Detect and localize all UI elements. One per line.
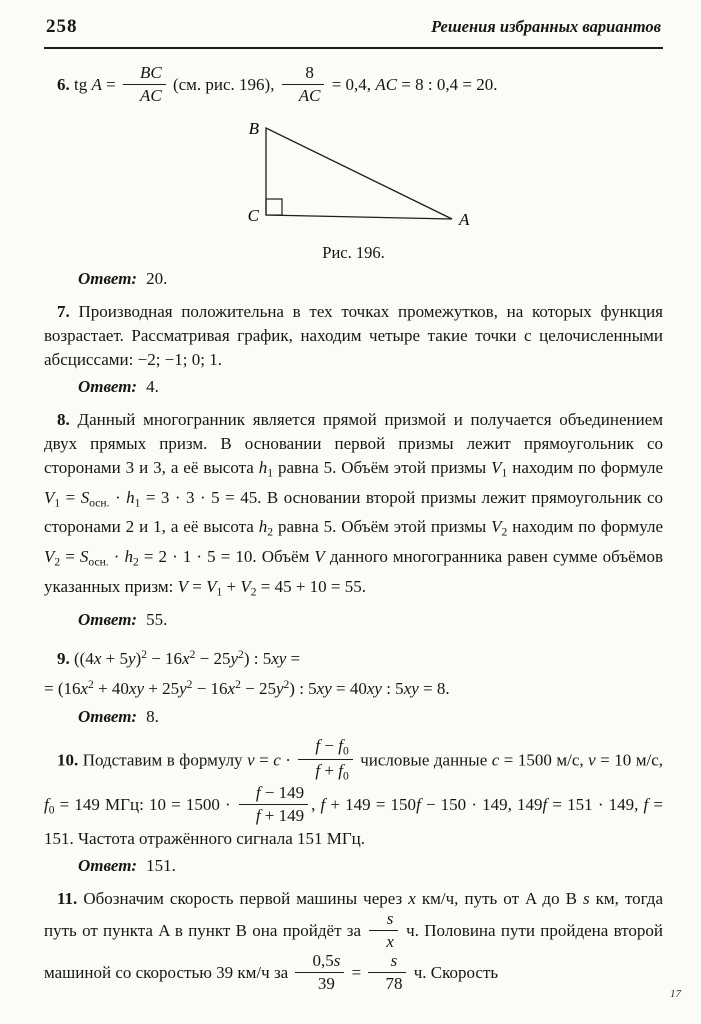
answer-value: 4. [146,377,159,397]
answer-label: Ответ: [78,856,138,876]
vertex-label-a: A [458,210,469,230]
right-angle-marker [266,199,282,215]
problem-7-solution: 7. Производная положительна в тех точках промежутков, на которых функция возрастает. Рассматривая график, находим четыре такие точки с целочисленными абсциссами: −2; −1; 0; 1. [44,302,663,370]
answer-9 [44,705,663,729]
problem-9-line-2: = $(16x^2 + 40xy + 25y^2 - 16x^2 - 25y^2)$ : 5xy = 40xy : 5xy = 8. [44,678,450,699]
answer-7 [44,375,663,399]
answer-label: Ответ: [78,707,138,727]
figure-196 [228,119,480,263]
answer-6 [44,267,663,291]
page-header [44,12,663,49]
running-title: Решения избранных вариантов [431,17,661,36]
page-number: 258 [46,16,78,37]
answer-8 [44,608,663,632]
vertex-label-b: B [248,119,259,139]
answer-label: Ответ: [78,609,138,629]
problem-9-line-1: 9. $((4x + 5y)^2 - 16x^2 - 25y^2)$ : 5xy = [57,647,301,668]
vertex-label-c: C [247,206,259,226]
answer-value: 151. [146,856,176,876]
answer-value: 8. [146,707,159,727]
figure-caption: Рис. 196. [322,243,385,263]
problem-8-solution: 8. Данный многогранник является прямой призмой и получается объединением двух прямых призм. В основании первой призмы лежит прямоугольник со сторонами 3 и 3, а её высота $h_1$ равна 5. Объём этой призмы $V_1$ находим по формуле $V_1 = S_{осн.} \cdot h_1 = 3 \cdot 3 \cdot 5 = 45$. В основании второй призмы лежит прямоугольник со сторонами 2 и 1, а её высота $h_2$ равна 5. Объём этой призмы $V_2$ находим по формуле $V_2 = S_{осн.} \cdot h_2 = 2 \cdot 1 \cdot 5 = 10$. Объём V данного многогранника равен сумме объёмов указанных призм: $V = V_1 + V_2 = 45 + 10 = 55$. [44,410,664,599]
problem-6-solution: 6. tg A = $\frac{BC}{AC}$ (см. рис. 196), $\frac{8}{AC}$ = 0,4, AC = 8 : 0,4 = 20. [57,63,498,105]
answer-value: 20. [146,269,168,289]
right-triangle-diagram [228,119,480,241]
answer-10 [44,854,663,878]
answer-label: Ответ: [78,377,138,397]
triangle-outline [266,128,452,219]
problem-11-solution: 11. Обозначим скорость первой машины через x км/ч, путь от A до B s км, тогда путь от пункта A в пункт B она пройдёт за $\frac{s}{x}$ ч. Половина пути пройдена второй машиной со скоростью 39 км/ч за $\frac{0,5s}{39}$ = $\frac{s}{78}$ ч. Скорость [44,889,664,993]
answer-value: 55. [146,609,168,629]
problem-10-solution: 10. Подставим в формулу v = c · $\frac{f - f_0}{f + f_0}$ числовые данные c = 1500 м/с, v = 10 м/с, $f_0 = 149$ МГц: 10 = 1500 · $\frac{f - 149}{f + 149}$ , f + 149 = 150f − 150 · 149, 149f = 151 · 149, f = 151. Частота отражённого сигнала 151 МГц. [44,736,664,849]
printers-signature-mark: 17 [670,988,681,1000]
answer-label: Ответ: [78,269,138,289]
